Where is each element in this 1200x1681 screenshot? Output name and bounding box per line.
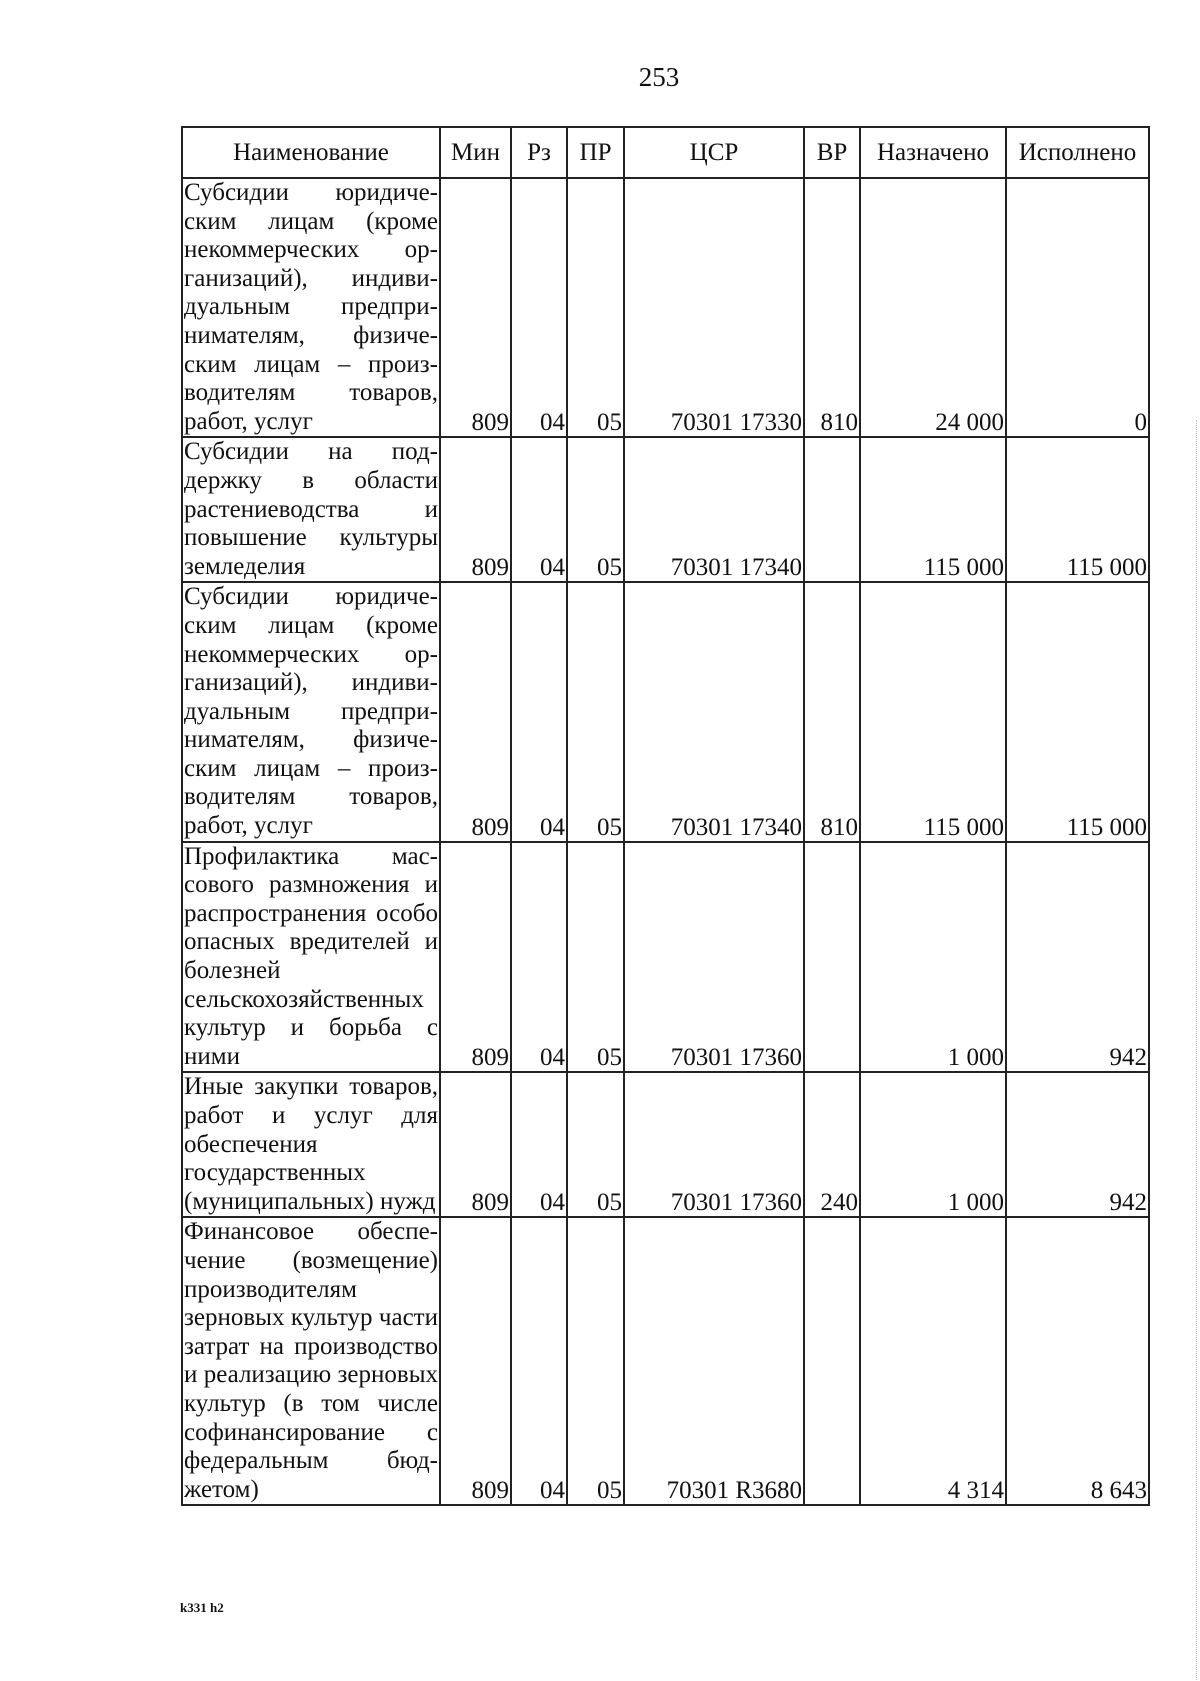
cell-rz: 04 xyxy=(511,842,567,1073)
scan-edge-marks xyxy=(1194,420,1197,1680)
cell-csr: 70301 17360 xyxy=(624,842,804,1073)
cell-executed: 115 000 xyxy=(1006,582,1149,841)
cell-min: 809 xyxy=(440,178,511,437)
cell-vr: 810 xyxy=(804,178,860,437)
column-header-vr: ВР xyxy=(804,127,860,178)
column-header-rz: Рз xyxy=(511,127,567,178)
cell-name: Субсидии юридическим лицам (кроме некоммерческих организаций), индивидуальным предпринимателям, физическим лицам – производителям товаров, работ, услуг xyxy=(182,178,440,437)
cell-executed: 942 xyxy=(1006,1072,1149,1217)
cell-min: 809 xyxy=(440,1217,511,1505)
column-header-pr: ПР xyxy=(567,127,624,178)
cell-assigned: 1 000 xyxy=(860,1072,1006,1217)
cell-min: 809 xyxy=(440,582,511,841)
cell-rz: 04 xyxy=(511,437,567,582)
column-header-name: Наименование xyxy=(182,127,440,178)
cell-min: 809 xyxy=(440,842,511,1073)
page-number: 253 xyxy=(638,62,680,92)
cell-assigned: 1 000 xyxy=(860,842,1006,1073)
cell-assigned: 115 000 xyxy=(860,437,1006,582)
cell-vr xyxy=(804,842,860,1073)
cell-csr: 70301 R3680 xyxy=(624,1217,804,1505)
table-row xyxy=(182,178,1149,437)
cell-name: Субсидии на поддержку в области растениеводства и повышение культуры земледелия xyxy=(182,437,440,582)
cell-name: Профилактика массового размножения и распространения особо опасных вредителей и болезней сельскохозяйственных культур и борьба с ними xyxy=(182,842,440,1073)
column-header-assigned: Назначено xyxy=(860,127,1006,178)
table-row xyxy=(182,1217,1149,1505)
cell-rz: 04 xyxy=(511,582,567,841)
cell-name: Иные закупки товаров, работ и услуг для обеспечения государственных (муниципальных) нужд xyxy=(182,1072,440,1217)
cell-vr: 240 xyxy=(804,1072,860,1217)
table-header-row xyxy=(182,127,1149,178)
cell-pr: 05 xyxy=(567,582,624,841)
budget-table xyxy=(181,126,1150,1506)
cell-pr: 05 xyxy=(567,1217,624,1505)
cell-csr: 70301 17330 xyxy=(624,178,804,437)
table-row xyxy=(182,1072,1149,1217)
cell-assigned: 115 000 xyxy=(860,582,1006,841)
table-row xyxy=(182,437,1149,582)
cell-executed: 115 000 xyxy=(1006,437,1149,582)
cell-assigned: 24 000 xyxy=(860,178,1006,437)
footer-code: k331 h2 xyxy=(180,1600,224,1615)
cell-pr: 05 xyxy=(567,437,624,582)
cell-vr xyxy=(804,437,860,582)
cell-assigned: 4 314 xyxy=(860,1217,1006,1505)
cell-executed: 8 643 xyxy=(1006,1217,1149,1505)
column-header-min: Мин xyxy=(440,127,511,178)
cell-min: 809 xyxy=(440,1072,511,1217)
column-header-csr: ЦСР xyxy=(624,127,804,178)
cell-csr: 70301 17340 xyxy=(624,437,804,582)
cell-pr: 05 xyxy=(567,1072,624,1217)
cell-min: 809 xyxy=(440,437,511,582)
table-row xyxy=(182,582,1149,841)
cell-rz: 04 xyxy=(511,178,567,437)
cell-pr: 05 xyxy=(567,178,624,437)
cell-rz: 04 xyxy=(511,1072,567,1217)
cell-executed: 0 xyxy=(1006,178,1149,437)
cell-vr: 810 xyxy=(804,582,860,841)
table-row xyxy=(182,842,1149,1073)
cell-executed: 942 xyxy=(1006,842,1149,1073)
column-header-executed: Исполнено xyxy=(1006,127,1149,178)
cell-vr xyxy=(804,1217,860,1505)
cell-name: Финансовое обеспечение (возмещение) производителям зерновых культур части затрат на производство и реализацию зерновых культур (в том числе софинансирование с федеральным бюджетом) xyxy=(182,1217,440,1505)
cell-csr: 70301 17340 xyxy=(624,582,804,841)
cell-pr: 05 xyxy=(567,842,624,1073)
cell-name: Субсидии юридическим лицам (кроме некоммерческих организаций), индивидуальным предпринимателям, физическим лицам – производителям товаров, работ, услуг xyxy=(182,582,440,841)
cell-csr: 70301 17360 xyxy=(624,1072,804,1217)
cell-rz: 04 xyxy=(511,1217,567,1505)
